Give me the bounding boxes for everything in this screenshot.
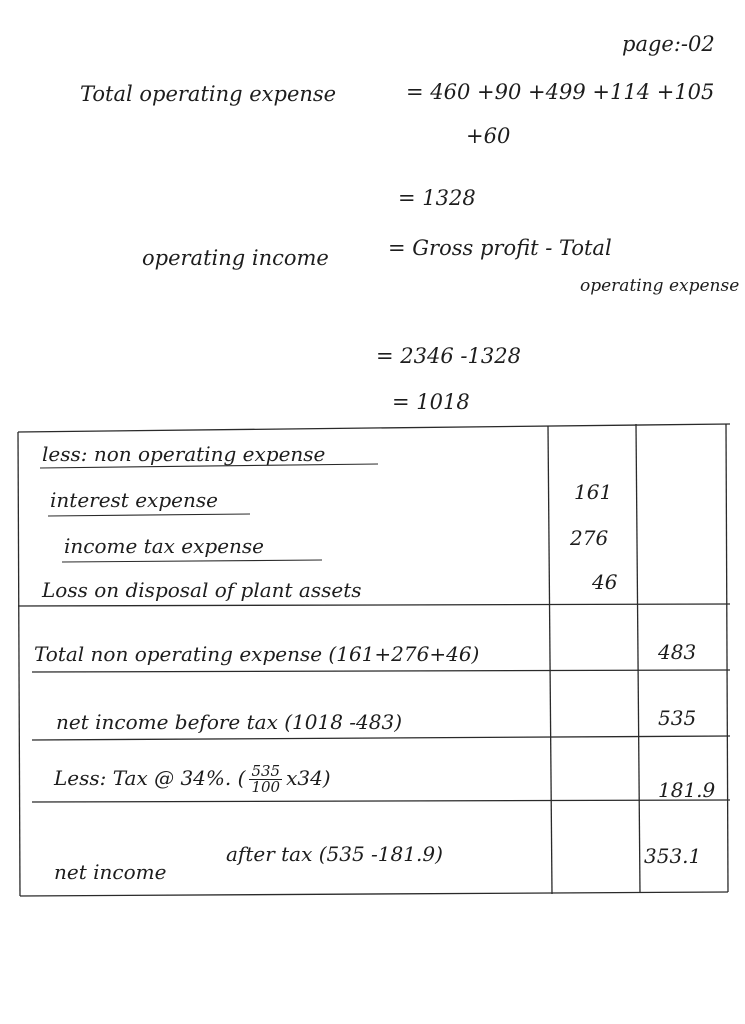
income-table [18,418,730,898]
table-row-label: Less: Tax @ 34%. ( $\frac{535}{100}$ x34) [54,762,331,796]
operating-income-calculation: = 2346 -1328 [376,344,521,368]
table-row-label: Loss on disposal of plant assets [42,578,362,602]
total-operating-expense-equation-continued: +60 [466,124,511,148]
table-cell-value: 535 [658,706,697,730]
table-row-label: after tax (535 -181.9) [226,842,443,866]
table-cell-value: 161 [574,480,613,504]
operating-income-result: = 1018 [392,390,470,414]
operating-income-equation-continued: operating expense [580,276,740,296]
total-operating-expense-result: = 1328 [398,186,476,210]
fraction-denominator: 100 [251,778,281,796]
table-row-label: interest expense [50,488,218,512]
table-row-label: less: non operating expense [42,442,326,466]
table-cell-value: 353.1 [644,844,702,868]
table-cell-value: 46 [592,570,618,594]
total-operating-expense-equation: = 460 +90 +499 +114 +105 [406,80,715,104]
tax-label-suffix: x34) [286,766,331,790]
table-row-label: Total non operating expense (161+276+46) [34,642,480,666]
table-cell-value: 276 [570,526,609,550]
table-row-label: income tax expense [64,534,265,558]
tax-label-prefix: Less: Tax @ 34%. [54,766,232,790]
fraction-numerator: 535 [251,762,281,780]
table-cell-value: 181.9 [658,778,716,802]
operating-income-equation: = Gross profit - Total [388,236,612,260]
table-row-label: net income [54,860,167,884]
table-row-label: net income before tax (1018 -483) [56,710,403,734]
page-label: page:-02 [622,32,715,56]
tax-fraction [249,764,282,795]
total-operating-expense-label: Total operating expense [80,82,337,106]
operating-income-label: operating income [142,246,329,270]
table-cell-value: 483 [658,640,697,664]
